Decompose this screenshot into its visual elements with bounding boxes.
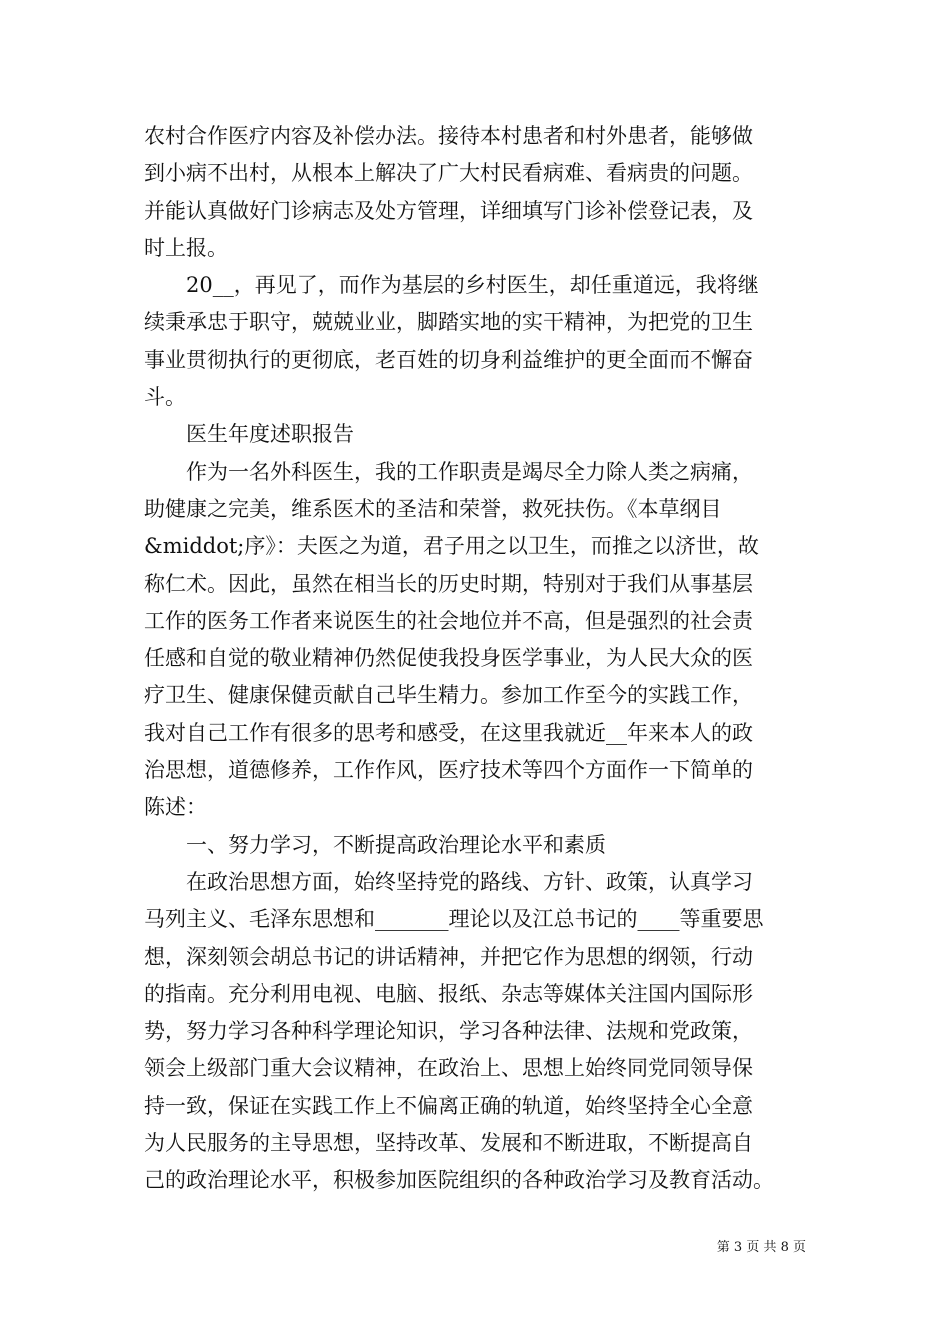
text-line: 在政治思想方面，始终坚持党的路线、方针、政策，认真学习 xyxy=(144,869,753,894)
text-line: 的指南。充分利用电视、电脑、报纸、杂志等媒体关注国内国际形 xyxy=(144,981,753,1006)
text-line: 想，深刻领会胡总书记的讲话精神，并把它作为思想的纲领，行动 xyxy=(144,944,753,969)
text-line: 疗卫生、健康保健贡献自己毕生精力。参加工作至今的实践工作， xyxy=(144,683,753,708)
text-line: 为人民服务的主导思想，坚持改革、发展和不断进取，不断提高自 xyxy=(144,1131,753,1156)
text-line: 农村合作医疗内容及补偿办法。接待本村患者和村外患者，能够做 xyxy=(144,124,753,148)
text-line: 势，努力学习各种科学理论知识，学习各种法律、法规和党政策， xyxy=(144,1019,753,1044)
text-line: 续秉承忠于职守，兢兢业业，脚踏实地的实干精神，为把党的卫生 xyxy=(144,310,753,335)
section-heading: 一、努力学习，不断提高政治理论水平和素质 xyxy=(144,832,606,857)
section-heading: 医生年度述职报告 xyxy=(144,422,354,447)
text-line: 陈述： xyxy=(144,795,207,820)
text-line: 助健康之完美，维系医术的圣洁和荣誉，救死扶伤。《本草纲目 xyxy=(144,496,722,521)
text-line: 20__，再见了，而作为基层的乡村医生，却任重道远，我将继 xyxy=(144,273,759,298)
text-line: 任感和自觉的敬业精神仍然促使我投身医学事业，为人民大众的医 xyxy=(144,646,753,671)
text-line: 我对自己工作有很多的思考和感受，在这里我就近__年来本人的政 xyxy=(144,720,753,745)
text-line: 到小病不出村，从根本上解决了广大村民看病难、看病贵的问题。 xyxy=(144,161,753,186)
text-line: 治思想，道德修养，工作作风，医疗技术等四个方面作一下简单的 xyxy=(144,758,753,783)
text-line: 并能认真做好门诊病志及处方管理，详细填写门诊补偿登记表，及 xyxy=(144,198,753,223)
document-body xyxy=(144,118,824,1200)
text-line: 领会上级部门重大会议精神，在政治上、思想上始终同党同领导保 xyxy=(144,1056,753,1081)
text-line: 事业贯彻执行的更彻底，老百姓的切身利益维护的更全面而不懈奋 xyxy=(144,347,753,372)
text-line: &middot;序》：夫医之为道，君子用之以卫生，而推之以济世，故 xyxy=(144,534,759,559)
text-line: 斗。 xyxy=(144,385,186,410)
text-line: 马列主义、毛泽东思想和_______理论以及江总书记的____等重要思 xyxy=(144,907,764,932)
text-line: 作为一名外科医生，我的工作职责是竭尽全力除人类之病痛， xyxy=(144,459,753,484)
text-line: 时上报。 xyxy=(144,235,228,260)
text-line: 持一致，保证在实践工作上不偏离正确的轨道，始终坚持全心全意 xyxy=(144,1093,753,1118)
text-line: 称仁术。因此，虽然在相当长的历史时期，特别对于我们从事基层 xyxy=(144,571,753,596)
page-number-footer: 第 3 页 共 8 页 xyxy=(716,1240,806,1255)
text-line: 己的政治理论水平，积极参加医院组织的各种政治学习及教育活动。 xyxy=(144,1168,774,1193)
text-line: 工作的医务工作者来说医生的社会地位并不高，但是强烈的社会责 xyxy=(144,608,753,633)
